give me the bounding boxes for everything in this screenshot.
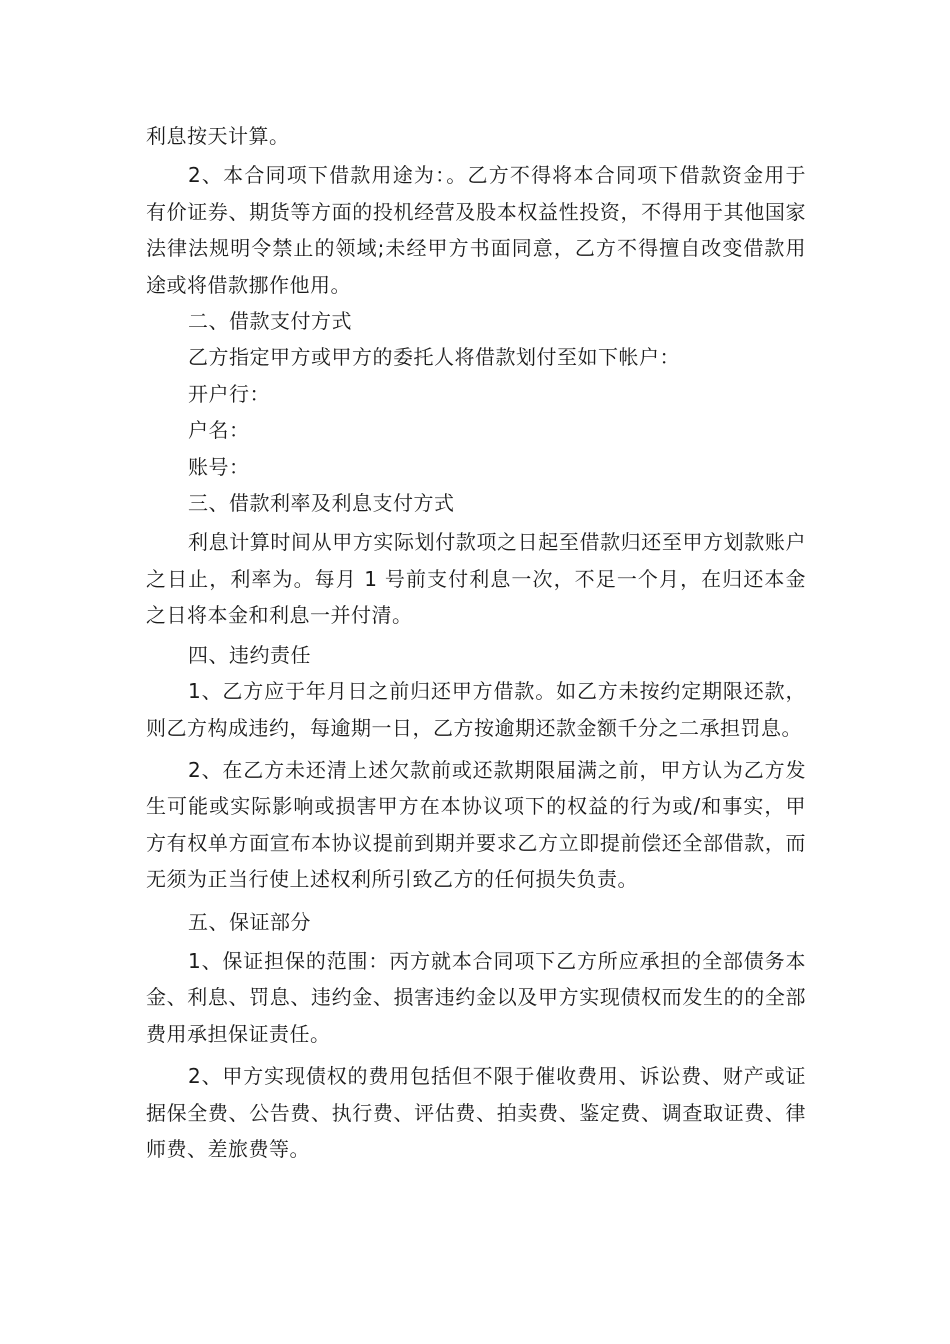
section-heading: 五、保证部分 — [188, 909, 311, 934]
field-label: 账号： — [188, 454, 250, 479]
document-page — [146, 118, 806, 1167]
paragraph: 利息计算时间从甲方实际划付款项之日起至借款归还至甲方划款账户之日止，利率为。每月 1 号前支付利息一次，不足一个月，在归还本金之日将本金和利息一并付清。 — [146, 530, 806, 628]
section-heading: 三、借款利率及利息支付方式 — [188, 491, 455, 516]
field-label: 开户行： — [188, 381, 270, 406]
paragraph: 乙方指定甲方或甲方的委托人将借款划付至如下帐户： — [188, 345, 680, 370]
section-heading: 二、借款支付方式 — [188, 309, 352, 334]
paragraph: 1、保证担保的范围：丙方就本合同项下乙方所应承担的全部债务本金、利息、罚息、违约金、损害违约金以及甲方实现债权而发生的的全部费用承担保证责任。 — [146, 948, 806, 1046]
paragraph: 1、乙方应于年月日之前归还甲方借款。如乙方未按约定期限还款，则乙方构成违约，每逾期一日，乙方按逾期还款金额千分之二承担罚息。 — [146, 679, 806, 740]
section-heading: 四、违约责任 — [188, 642, 311, 667]
field-label: 户名： — [188, 418, 250, 443]
paragraph: 2、本合同项下借款用途为：。乙方不得将本合同项下借款资金用于有价证券、期货等方面的投机经营及股本权益性投资，不得用于其他国家法律法规明令禁止的领域;未经甲方书面同意，乙方不得擅自改变借款用途或将借款挪作他用。 — [146, 163, 806, 297]
paragraph: 2、甲方实现债权的费用包括但不限于催收费用、诉讼费、财产或证据保全费、公告费、执行费、评估费、拍卖费、鉴定费、调查取证费、律师费、差旅费等。 — [146, 1064, 806, 1161]
paragraph: 2、在乙方未还清上述欠款前或还款期限届满之前，甲方认为乙方发生可能或实际影响或损害甲方在本协议项下的权益的行为或/和事实，甲方有权单方面宣布本协议提前到期并要求乙方立即提前偿还全部借款，而无须为正当行使上述权利所引致乙方的任何损失负责。 — [146, 757, 806, 892]
paragraph: 利息按天计算。 — [146, 124, 290, 148]
